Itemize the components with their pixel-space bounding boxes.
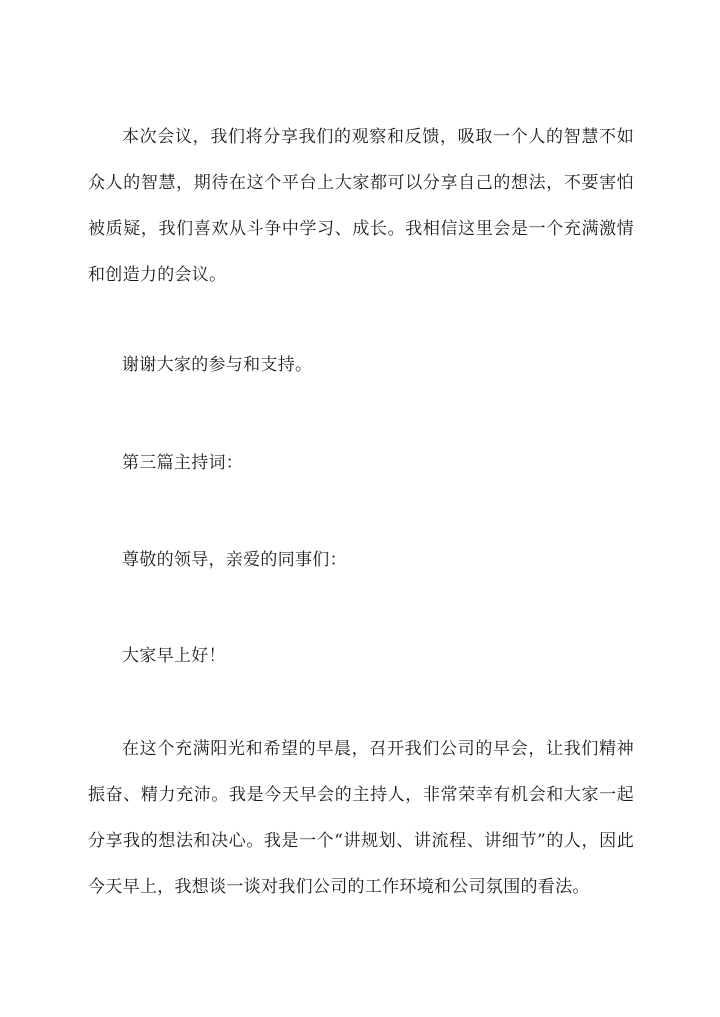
- salutation: 尊敬的领导，亲爱的同事们：: [122, 550, 347, 570]
- body-paragraph: 在这个充满阳光和希望的早晨，召开我们公司的早会，让我们精神振奋、精力充沛。我是今天早会的主持人，非常荣幸有机会和大家一起分享我的想法和决心。我是一个“讲规划、讲流程、讲细节”的人，因此今天早上，我想谈一谈对我们公司的工作环境和公司氛围的看法。: [88, 739, 634, 897]
- body-paragraph: 谢谢大家的参与和支持。: [122, 355, 313, 375]
- section-heading: 第三篇主持词：: [122, 453, 244, 473]
- greeting: 大家早上好！: [122, 646, 226, 666]
- body-paragraph: 本次会议，我们将分享我们的观察和反馈，吸取一个人的智慧不如众人的智慧，期待在这个平台上大家都可以分享自己的想法，不要害怕被质疑，我们喜欢从斗争中学习、成长。我相信这里会是一个充满激情和创造力的会议。: [88, 127, 634, 285]
